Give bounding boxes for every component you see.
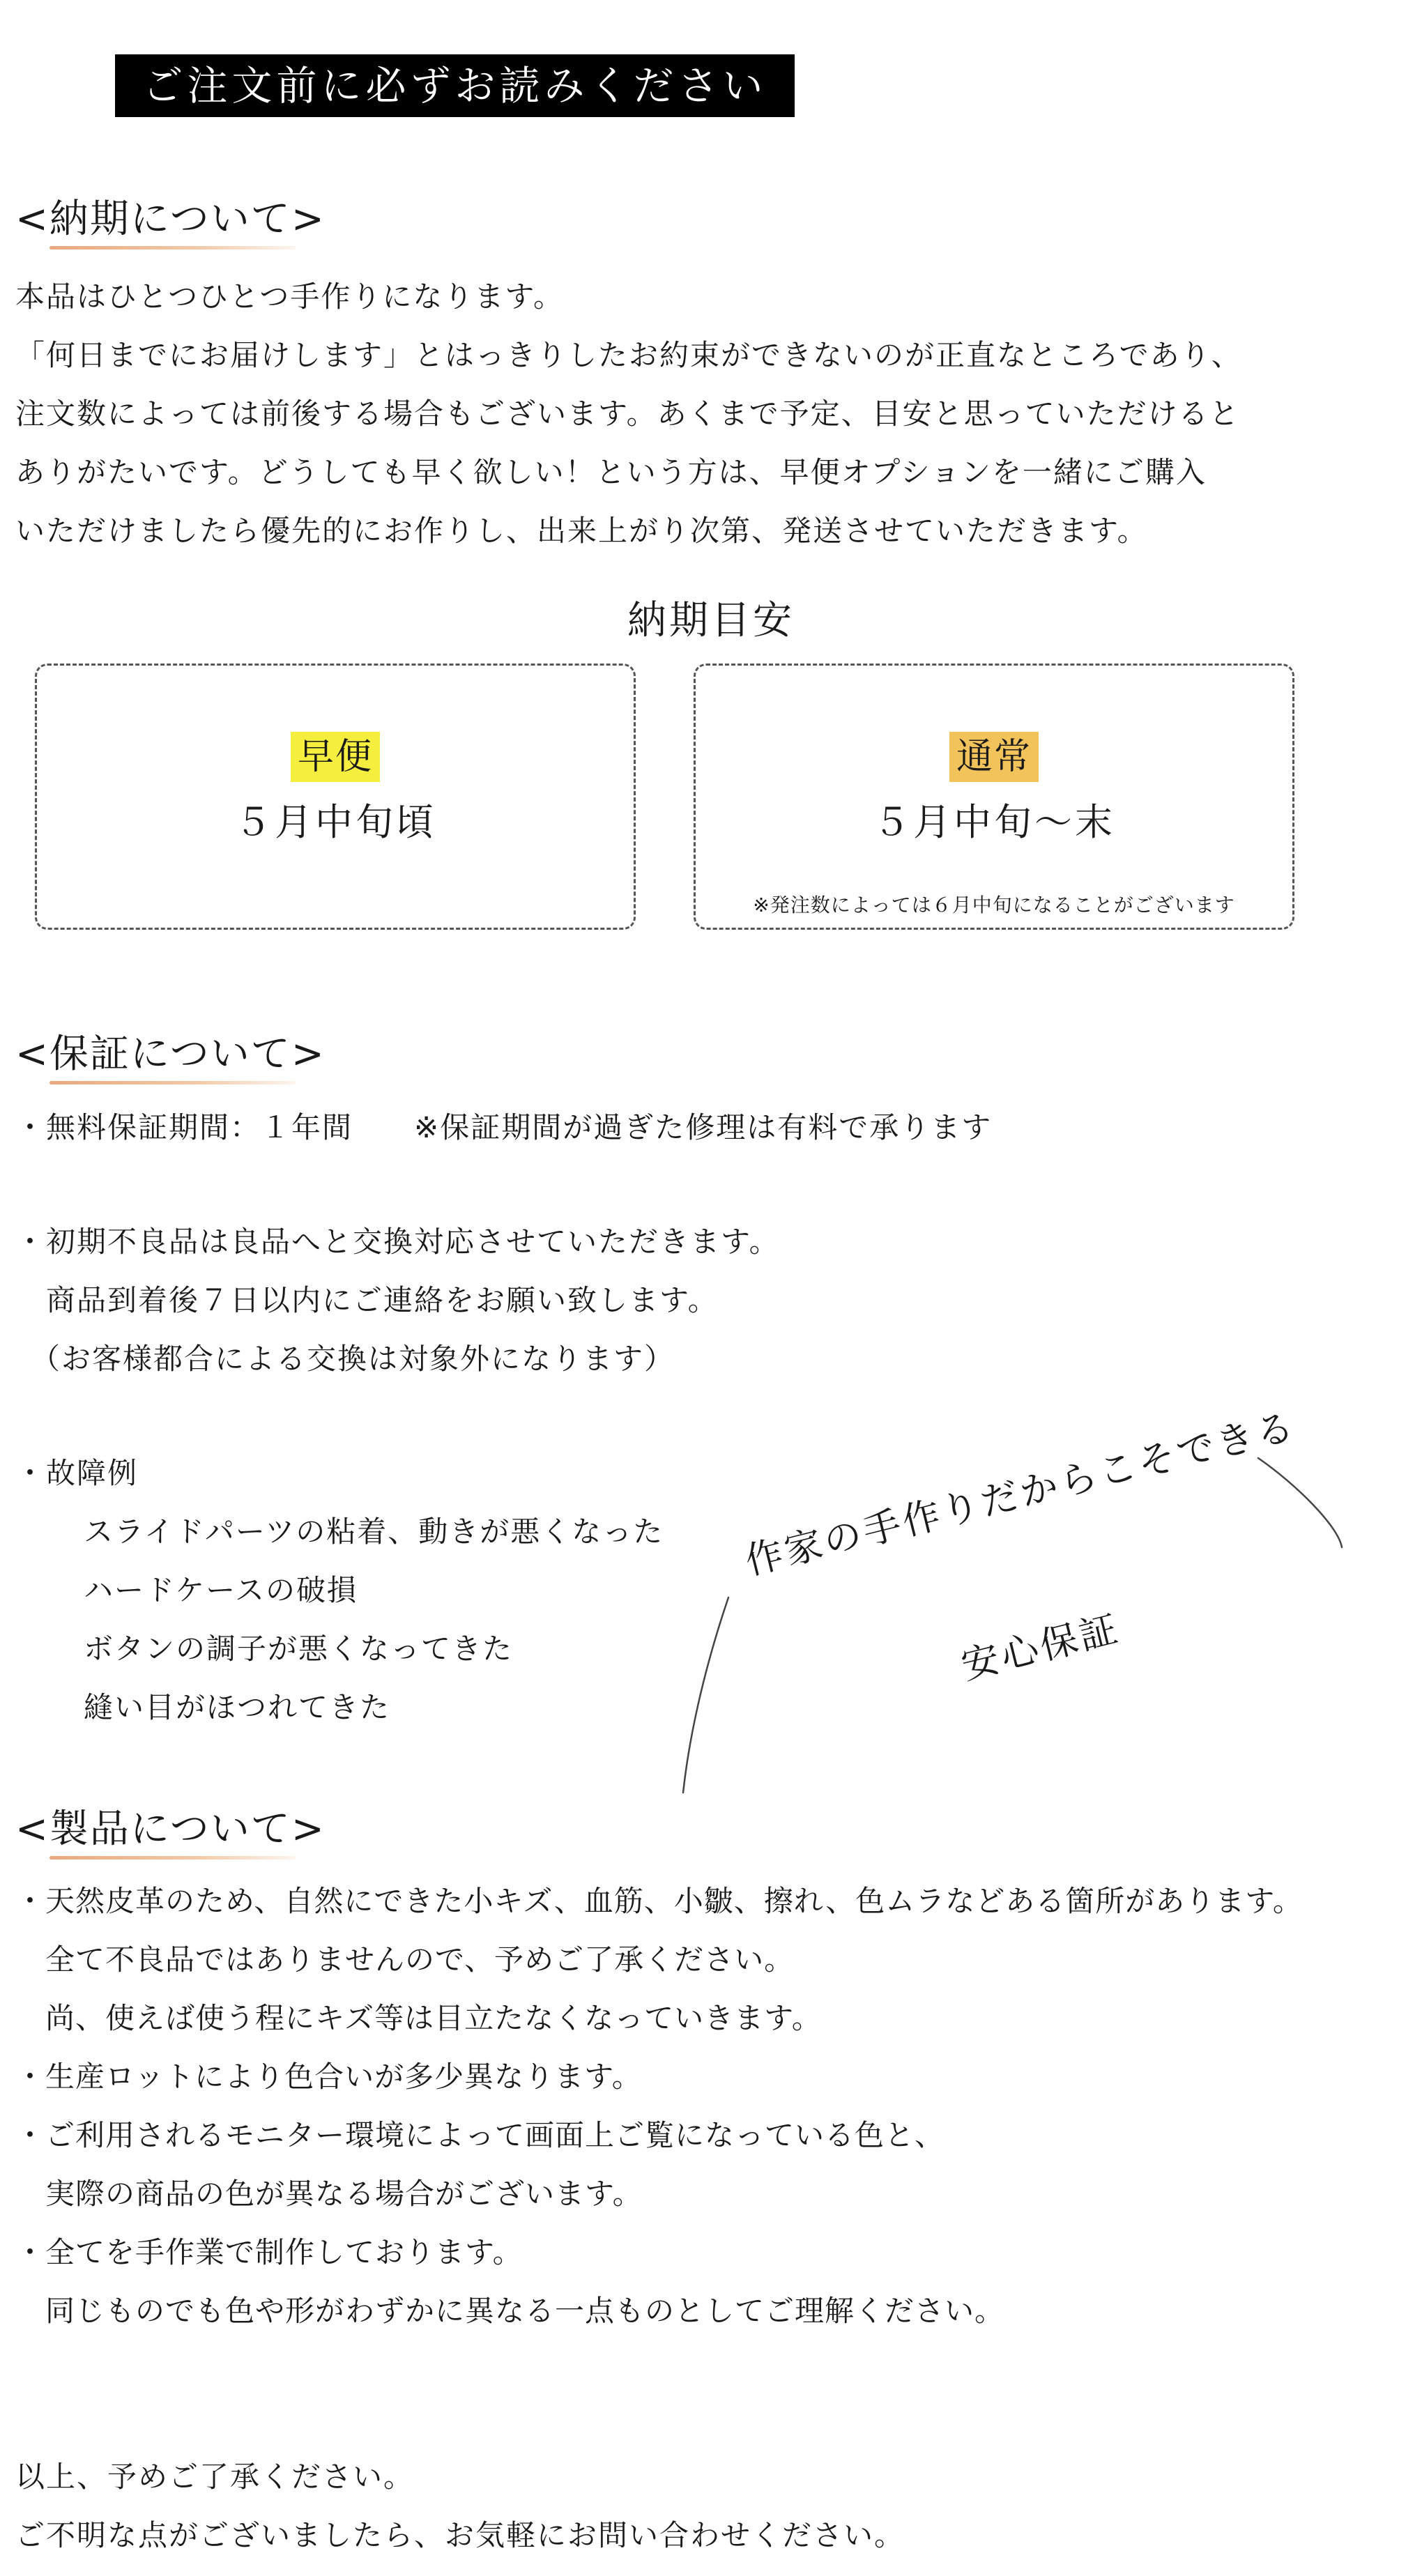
delivery-paragraph <box>15 268 1242 560</box>
express-box <box>35 664 636 930</box>
delivery-heading: <納期について> <box>15 195 326 244</box>
failure-example: ボタンの調子が悪くなってきた <box>84 1632 514 1666</box>
express-tag: 早便 <box>291 732 380 782</box>
product-heading: <製品について> <box>15 1805 326 1854</box>
regular-tag: 通常 <box>949 732 1039 782</box>
warranty-exchange-line: （お客様都合による交換は対象外になります） <box>31 1342 675 1376</box>
express-when: ５月中旬頃 <box>234 800 436 844</box>
failure-example: スライドパーツの粘着、動きが悪くなった <box>84 1515 664 1549</box>
warranty-exchange <box>15 1213 780 1388</box>
warranty-heading-text: 保証について <box>49 1030 291 1079</box>
product-note-line: 尚、使えば使う程にキズ等は目立たなくなっていきます。 <box>15 2001 822 2035</box>
failure-examples-title: ・故障例 <box>15 1456 139 1490</box>
warranty-period: ・無料保証期間：１年間 ※保証期間が過ぎた修理は有料で承ります <box>15 1110 993 1144</box>
failure-examples-list <box>84 1503 664 1737</box>
notice-banner: ご注文前に必ずお読みください <box>115 54 795 117</box>
product-note-line: ・天然皮革のため、自然にできた小キズ、血筋、小皺、擦れ、色ムラなどある箇所があります。 <box>15 1884 1303 1918</box>
regular-note: ※発注数によっては６月中旬になることがございます <box>753 894 1235 917</box>
closing-line: 以上、予めご了承ください。 <box>15 2460 415 2494</box>
delivery-line: 注文数によっては前後する場合もございます。あくまで予定、目安と思っていただけると <box>15 397 1240 431</box>
delivery-line: 「何日までにお届けします」とはっきりしたお約束ができないのが正直なところであり、 <box>15 338 1242 372</box>
delivery-heading-text: 納期について <box>49 195 291 244</box>
product-note-line: ・生産ロットにより色合いが多少異なります。 <box>15 2060 642 2094</box>
estimate-title: 納期目安 <box>627 598 795 643</box>
closing-text <box>15 2448 905 2565</box>
product-heading-text: 製品について <box>49 1805 291 1854</box>
product-notes <box>15 1872 1303 2340</box>
regular-when: ５月中旬〜末 <box>873 800 1115 844</box>
product-note-line: ・ご利用されるモニター環境によって画面上ご覧になっている色と、 <box>15 2118 945 2152</box>
delivery-line: いただけましたら優先的にお作りし、出来上がり次第、発送させていただきます。 <box>15 514 1148 548</box>
left-curve-stroke <box>683 1597 728 1793</box>
stamp-line-1: 作家の手作りだからこそできる <box>740 1404 1301 1584</box>
product-note-line: 全て不良品ではありませんので、予めご了承ください。 <box>15 1942 795 1977</box>
stamp-line-2: 安心保証 <box>956 1606 1125 1688</box>
product-note-line: ・全てを手作業で制作しております。 <box>15 2235 523 2269</box>
right-curve-stroke <box>1258 1458 1342 1547</box>
warranty-exchange-line: ・初期不良品は良品へと交換対応させていただきます。 <box>15 1225 780 1259</box>
warranty-heading: <保証について> <box>15 1030 326 1079</box>
delivery-line: 本品はひとつひとつ手作りになります。 <box>15 279 564 314</box>
failure-example: ハードケースの破損 <box>84 1573 358 1607</box>
regular-box <box>694 664 1294 930</box>
warranty-exchange-line: 商品到着後７日以内にご連絡をお願い致します。 <box>15 1283 719 1317</box>
product-note-line: 実際の商品の色が異なる場合がございます。 <box>15 2177 643 2211</box>
product-note-line: 同じものでも色や形がわずかに異なる一点ものとしてご理解ください。 <box>15 2294 1005 2328</box>
closing-line: ご不明な点がございましたら、お気軽にお問い合わせください。 <box>15 2518 905 2552</box>
failure-example: 縫い目がほつれてきた <box>84 1690 391 1724</box>
delivery-line: ありがたいです。どうしても早く欲しい！という方は、早便オプションを一緒にご購入 <box>15 455 1207 489</box>
